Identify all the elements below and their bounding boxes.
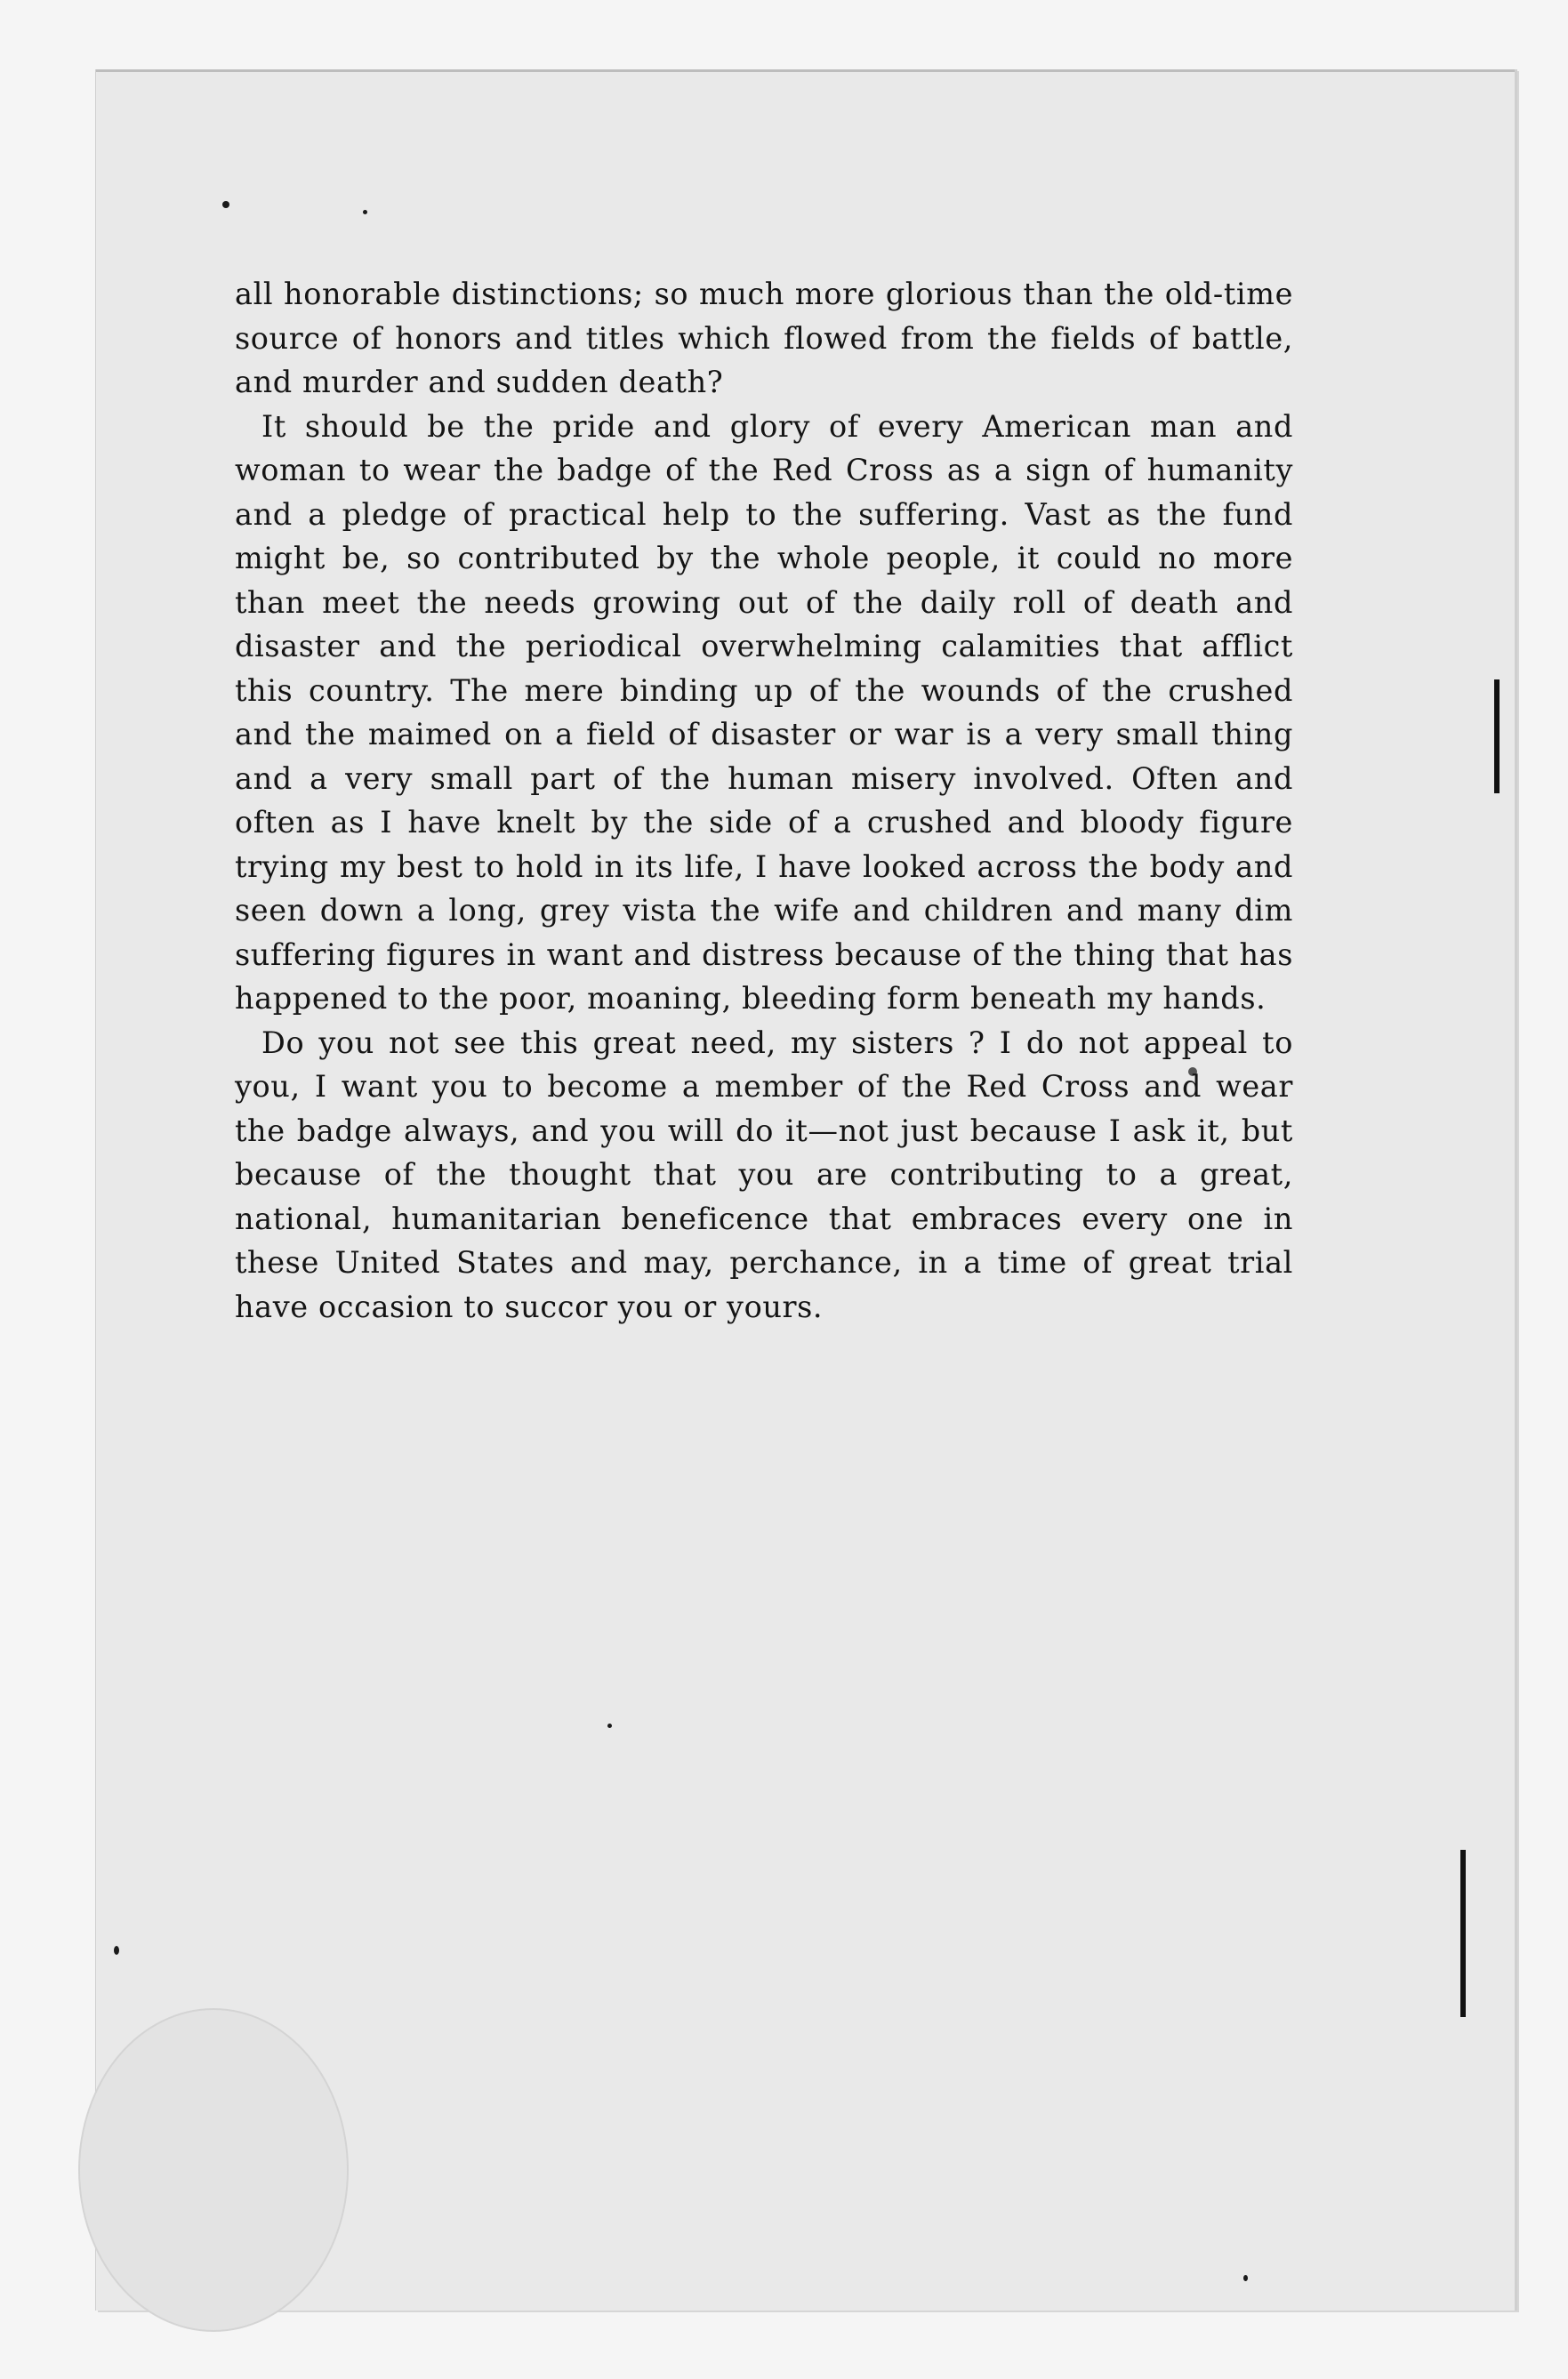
paragraph-2: It should be the pride and glory of every American man and woman to wear the badge of the Red Cross as a sign of humanity and a pledge of practical help to the suffering. Vast as the fund might be, so contributed by the whole people, it could no more than meet the needs growing out of the daily roll of death and disaster and the periodical overwhelming calamities that afflict this country. The mere binding up of the wounds of the crushed and the maimed on a field of disaster or war is a very small thing and a very small part of the human misery involved. Often and often as I have knelt by the side of a crushed and bloody figure trying my best to hold in its life, I have looked across the body and seen down a long, grey vista the wife and children and many dim suffering figures in want and distress because of the thing that has happened to the poor, moaning, bleeding form beneath my hands. [235, 408, 1293, 1016]
page-right-edge [1515, 69, 1517, 2311]
paragraph-1: all honorable distinctions; so much more glorious than the old-time source of honors and titles which flowed from the fields of battle, and murder and sudden death? [235, 277, 1293, 399]
ink-speck [607, 1724, 612, 1728]
ink-speck [1243, 2275, 1248, 2281]
ink-speck [363, 210, 367, 214]
body-text [235, 272, 1293, 1329]
ink-speck [222, 201, 229, 208]
paper-stain [78, 2008, 349, 2332]
page-top-edge [96, 69, 1517, 72]
paragraph-3: Do you not see this great need, my sisters ? I do not appeal to you, I want you to become a member of the Red Cross and wear the badge always, and you will do it—not just because I ask it, but because of the thought that you are contributing to a great, national, humanitarian beneficence that embraces every one in these United States and may, perchance, in a time of great trial have occasion to succor you or yours. [235, 1025, 1293, 1324]
staple-mark-lower [1460, 1850, 1466, 2017]
ink-speck [114, 1946, 119, 1955]
staple-mark-upper [1494, 679, 1500, 793]
